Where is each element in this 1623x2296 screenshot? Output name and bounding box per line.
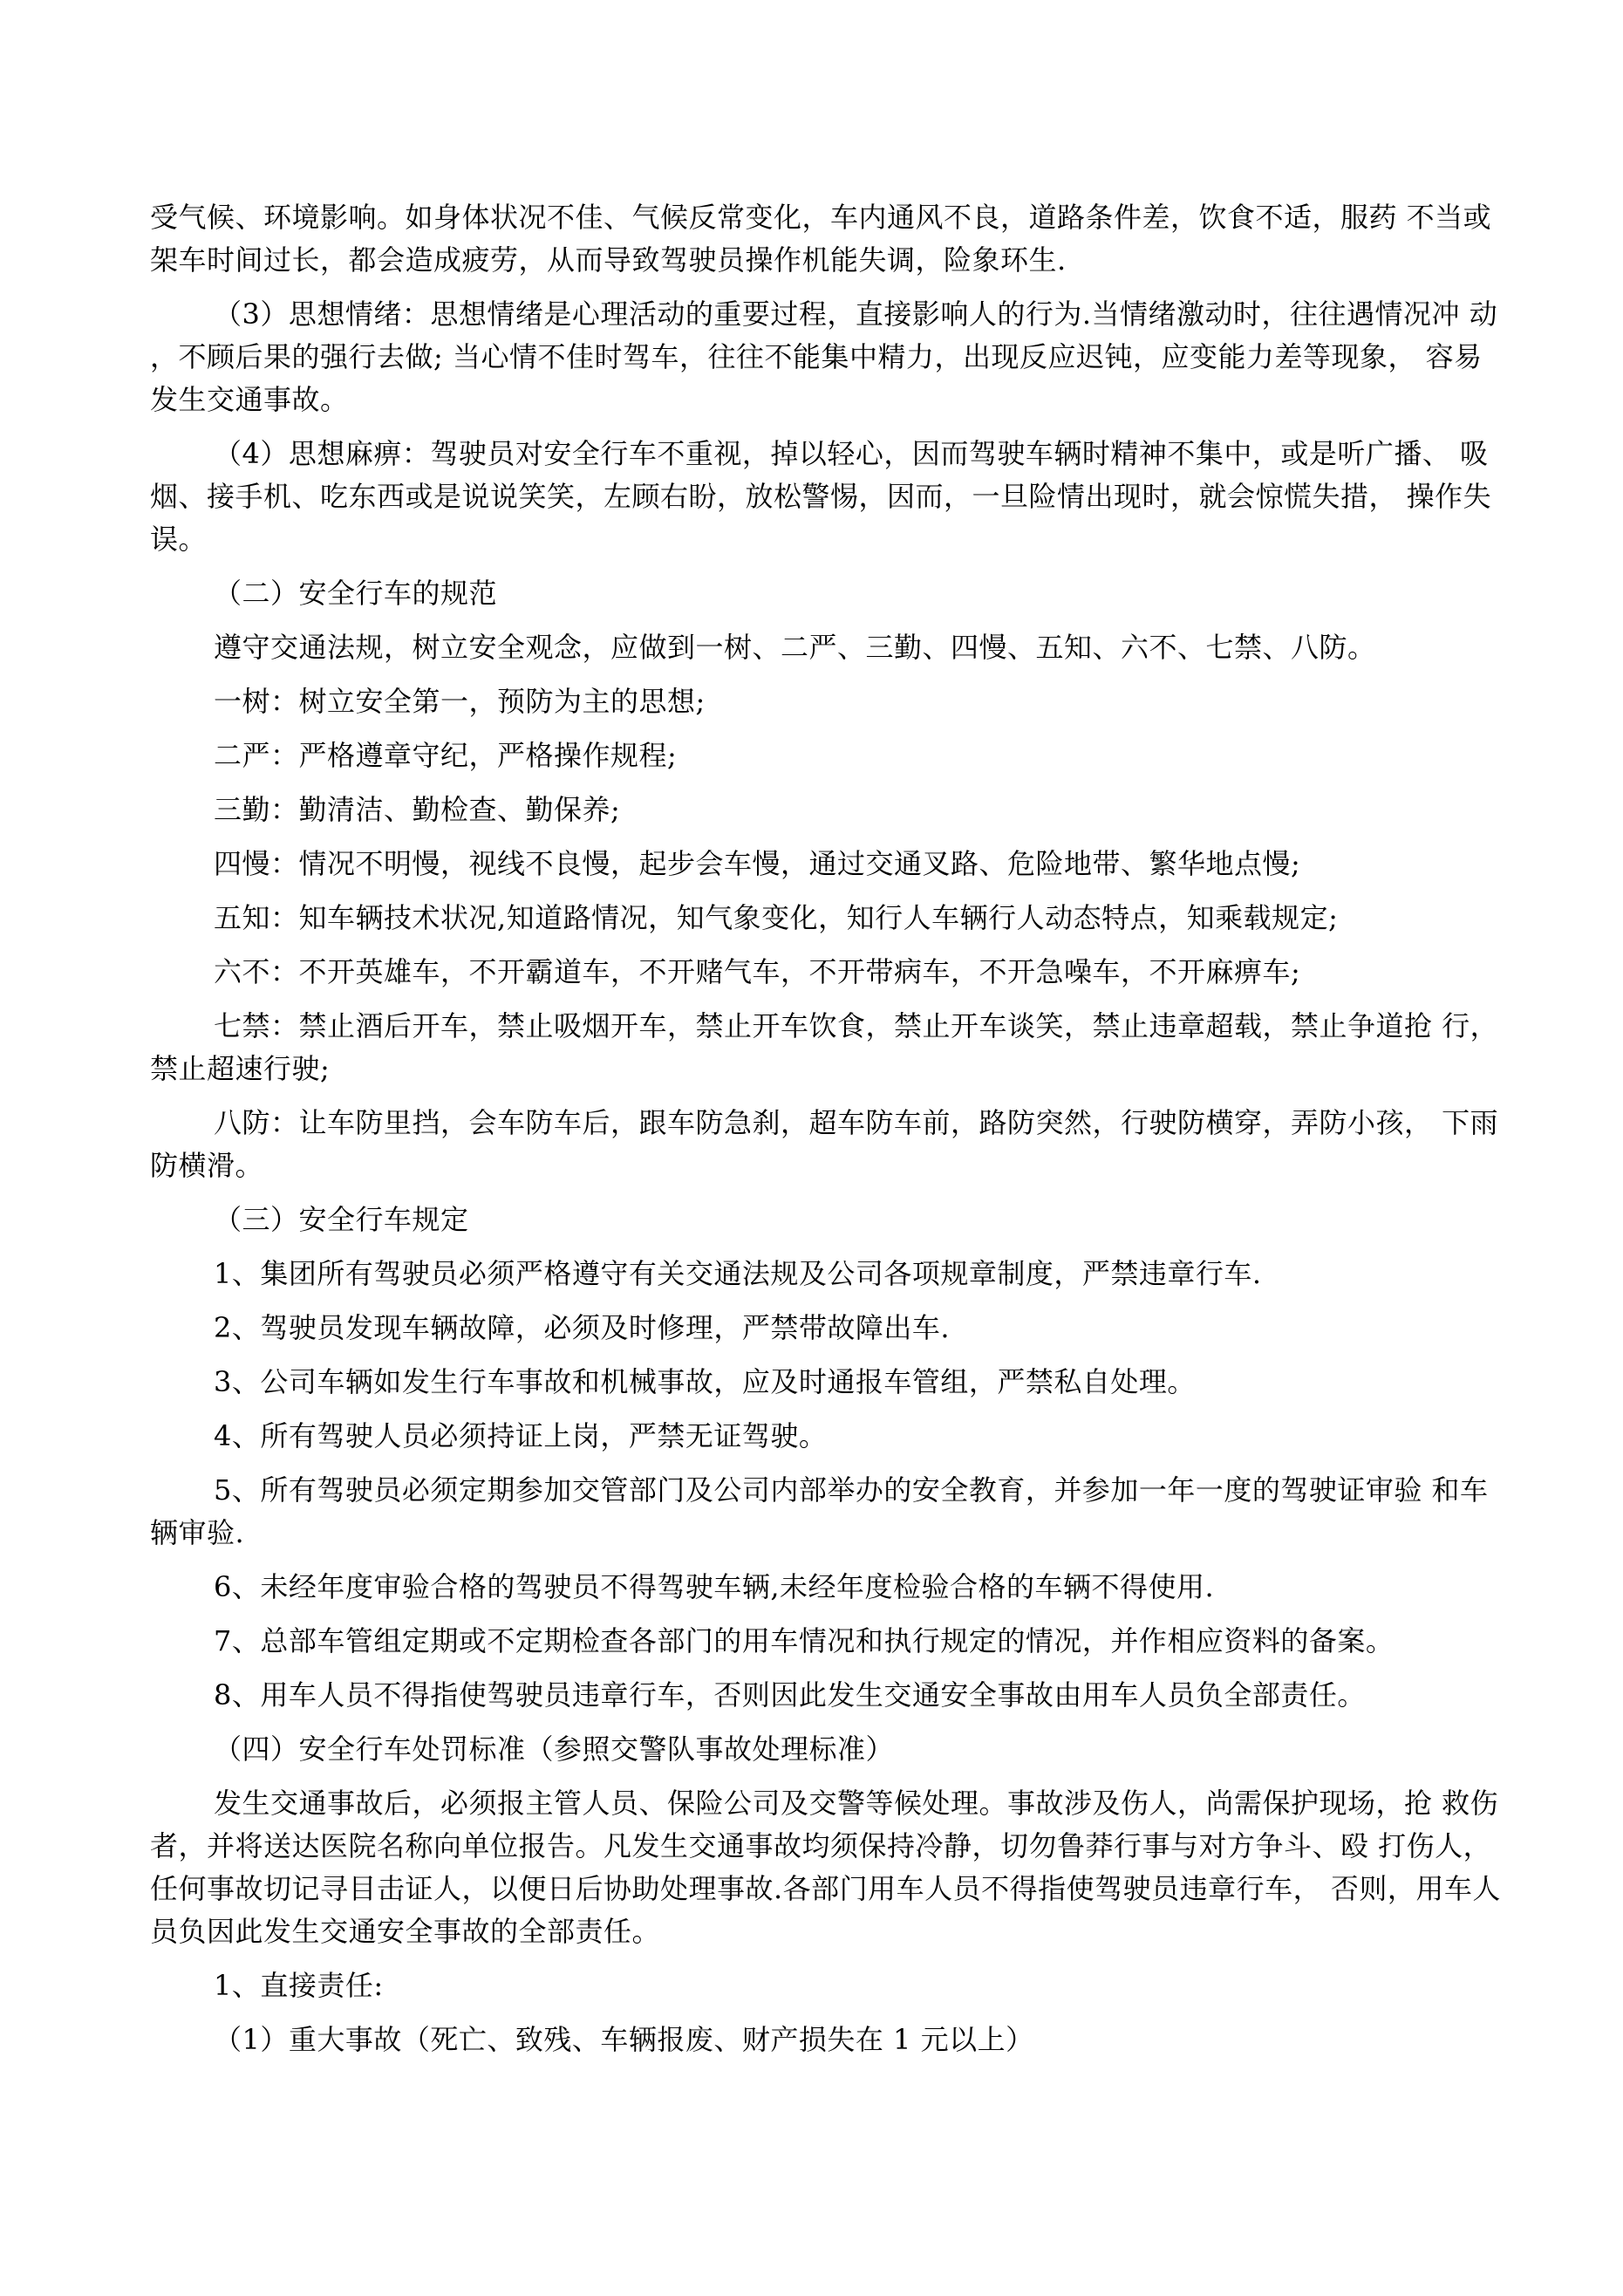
text-line: 七禁：禁止酒后开车，禁止吸烟开车，禁止开车饮食，禁止开车谈笑，禁止违章超载，禁止争道抢 行， — [214, 1009, 1499, 1042]
list-item — [150, 1620, 1466, 1663]
text-line: （1）重大事故（死亡、致残、车辆报废、财产损失在 1 元以上） — [214, 2023, 1034, 2056]
paragraph — [150, 626, 1466, 669]
text-line: （四）安全行车处罚标准（参照交警队事故处理标准） — [214, 1732, 895, 1766]
list-item — [150, 1965, 1466, 2007]
section-heading — [150, 1199, 1466, 1241]
text-line: （三）安全行车规定 — [214, 1203, 469, 1236]
text-line: 六不：不开英雄车，不开霸道车，不开赌气车，不开带病车，不开急噪车，不开麻痹车; — [214, 955, 1301, 988]
text-line: 7、总部车管组定期或不定期检查各部门的用车情况和执行规定的情况，并作相应资料的备案。 — [214, 1624, 1395, 1657]
text-line: 员负因此发生交通安全事故的全部责任。 — [150, 1915, 661, 1948]
text-line: 辆审验. — [150, 1516, 245, 1549]
list-item — [150, 1005, 1499, 1090]
text-line: 四慢：情况不明慢，视线不良慢，起步会车慢，通过交通叉路、危险地带、繁华地点慢; — [214, 847, 1301, 880]
list-item — [150, 1102, 1499, 1187]
section-heading — [150, 1728, 1466, 1771]
text-line: （二）安全行车的规范 — [214, 577, 498, 610]
text-line: 3、公司车辆如发生行车事故和机械事故，应及时通报车管组，严禁私自处理。 — [214, 1365, 1196, 1398]
list-item — [150, 1415, 1466, 1458]
paragraph — [150, 196, 1492, 282]
paragraph — [150, 293, 1498, 421]
text-line: 5、所有驾驶员必须定期参加交管部门及公司内部举办的安全教育，并参加一年一度的驾驶证审验 和车 — [214, 1473, 1489, 1507]
text-line: 8、用车人员不得指使驾驶员违章行车，否则因此发生交通安全事故由用车人员负全部责任。 — [214, 1678, 1366, 1712]
text-line: （3）思想情绪：思想情绪是心理活动的重要过程，直接影响人的行为.当情绪激动时，往往遇情况冲 动 — [214, 297, 1498, 331]
text-line: 八防：让车防里挡，会车防车后，跟车防急刹，超车防车前，路防突然，行驶防横穿，弄防小孩， 下雨 — [214, 1106, 1499, 1139]
text-line: 1、集团所有驾驶员必须严格遵守有关交通法规及公司各项规章制度，严禁违章行车. — [214, 1257, 1262, 1290]
text-line: 4、所有驾驶人员必须持证上岗，严禁无证驾驶。 — [214, 1419, 828, 1452]
paragraph — [150, 433, 1492, 561]
list-item — [150, 789, 1466, 831]
text-line: 6、未经年度审验合格的驾驶员不得驾驶车辆,未经年度检验合格的车辆不得使用. — [214, 1570, 1215, 1603]
text-line: 禁止超速行驶; — [150, 1052, 331, 1085]
list-item — [150, 1674, 1466, 1717]
text-line: 五知：知车辆技术状况,知道路情况，知气象变化，知行人车辆行人动态特点，知乘载规定; — [214, 901, 1339, 934]
list-item — [150, 1469, 1489, 1555]
list-item — [150, 1566, 1466, 1609]
list-item — [150, 897, 1466, 940]
text-line: 发生交通事故后，必须报主管人员、保险公司及交警等候处理。事故涉及伤人，尚需保护现场，抢 救伤 — [214, 1787, 1499, 1820]
text-line: ，不顾后果的强行去做; 当心情不佳时驾车，往往不能集中精力，出现反应迟钝，应变能力差等现象， 容易 — [150, 340, 1483, 373]
text-line: 防横滑。 — [150, 1149, 264, 1182]
list-item — [150, 2019, 1466, 2061]
text-line: 三勤：勤清洁、勤检查、勤保养; — [214, 793, 621, 826]
text-line: 发生交通事故。 — [150, 383, 349, 416]
list-item — [150, 951, 1466, 994]
text-line: 一树：树立安全第一，预防为主的思想; — [214, 685, 706, 718]
text-line: 架车时间过长，都会造成疲劳，从而导致驾驶员操作机能失调，险象环生. — [150, 243, 1067, 277]
text-line: 烟、接手机、吃东西或是说说笑笑，左顾右盼，放松警惕，因而，一旦险情出现时，就会惊慌失措， 操作失 — [150, 480, 1492, 513]
list-item — [150, 1253, 1466, 1295]
list-item — [150, 1307, 1466, 1350]
text-line: 者，并将送达医院名称向单位报告。凡发生交通事故均须保持冷静，切勿鲁莽行事与对方争斗、殴 打伤人， — [150, 1829, 1492, 1862]
text-line: 二严：严格遵章守纪，严格操作规程; — [214, 739, 678, 772]
list-item — [150, 680, 1466, 723]
text-line: 受气候、环境影响。如身体状况不佳、气候反常变化，车内通风不良，道路条件差，饮食不适，服药 不当或 — [150, 201, 1492, 234]
text-line: 任何事故切记寻目击证人，以便日后协助处理事故.各部门用车人员不得指使驾驶员违章行车， 否则，用车人 — [150, 1872, 1501, 1905]
text-line: （4）思想麻痹：驾驶员对安全行车不重视，掉以轻心，因而驾驶车辆时精神不集中，或是听广播、 吸 — [214, 437, 1489, 470]
section-heading — [150, 572, 1466, 615]
paragraph — [150, 1782, 1501, 1953]
text-line: 遵守交通法规，树立安全观念，应做到一树、二严、三勤、四慢、五知、六不、七禁、八防。 — [214, 631, 1376, 664]
list-item — [150, 735, 1466, 777]
text-line: 2、驾驶员发现车辆故障，必须及时修理，严禁带故障出车. — [214, 1311, 951, 1344]
list-item — [150, 1361, 1466, 1404]
text-line: 1、直接责任: — [214, 1969, 384, 2002]
text-line: 误。 — [150, 523, 208, 556]
list-item — [150, 843, 1466, 885]
